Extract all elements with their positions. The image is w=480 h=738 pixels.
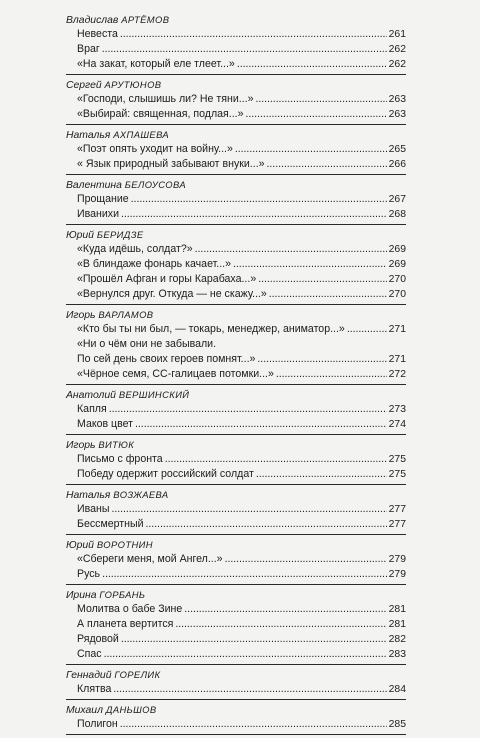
entry-title: Русь <box>77 568 101 580</box>
page-number: 261 <box>388 29 406 40</box>
page-number: 267 <box>388 194 406 205</box>
dot-leader <box>121 207 387 222</box>
toc-entry[interactable] <box>77 617 406 632</box>
author-name <box>66 538 406 552</box>
page-number: 274 <box>388 419 406 430</box>
entry-title: «На закат, который еле тлеет...» <box>77 58 235 70</box>
page-number: 263 <box>388 94 406 105</box>
author-name <box>66 13 406 27</box>
entry-title: «Куда идёшь, солдат?» <box>77 243 193 255</box>
author-first-name: Наталья <box>66 130 111 141</box>
dot-leader <box>276 367 387 382</box>
toc-entry[interactable] <box>77 192 406 207</box>
author-name <box>66 178 406 192</box>
dot-leader <box>120 717 387 732</box>
dot-leader <box>256 467 387 482</box>
page-number: 262 <box>388 44 406 55</box>
author-surname: ДАНЬШОВ <box>105 704 157 715</box>
entry-title: Бессмертный <box>77 518 144 530</box>
entry-title: А планета вертится <box>77 618 174 630</box>
toc-entry[interactable] <box>77 517 406 532</box>
author-section <box>66 538 406 585</box>
page-number: 266 <box>388 159 406 170</box>
dot-leader <box>233 257 387 272</box>
dot-leader <box>246 107 387 122</box>
author-first-name: Игорь <box>66 310 96 321</box>
entry-title: « Язык природный забывают внуки...» <box>77 158 265 170</box>
entry-title: Письмо с фронта <box>77 453 163 465</box>
author-first-name: Владислав <box>66 15 119 26</box>
entry-title: Прощание <box>77 193 129 205</box>
entry-title: «Кто бы ты ни был, — токарь, менеджер, аниматор...» <box>77 323 345 335</box>
dot-leader <box>135 417 387 432</box>
page-number: 271 <box>388 324 406 335</box>
page-number: 282 <box>388 634 406 645</box>
dot-leader <box>175 617 386 632</box>
dot-leader <box>195 242 387 257</box>
toc-entry[interactable] <box>77 417 406 432</box>
author-section <box>66 13 406 75</box>
dot-leader <box>258 272 386 287</box>
author-surname: ВОРОТНИН <box>96 539 153 550</box>
author-section <box>66 703 406 735</box>
author-name <box>66 588 406 602</box>
page-number: 284 <box>388 684 406 695</box>
page-number: 277 <box>388 504 406 515</box>
entry-title: Победу одержит российский солдат <box>77 468 254 480</box>
author-name <box>66 668 406 682</box>
toc-entry[interactable] <box>77 287 406 302</box>
author-name <box>66 488 406 502</box>
toc-entry[interactable] <box>77 92 406 107</box>
dot-leader <box>109 402 387 417</box>
author-first-name: Юрий <box>66 230 94 241</box>
dot-leader <box>184 602 386 617</box>
toc-entry[interactable] <box>77 552 406 567</box>
page-number: 279 <box>388 554 406 565</box>
dot-leader <box>120 27 387 42</box>
author-surname: АХПАШЕВА <box>113 129 170 140</box>
toc-entry[interactable] <box>77 567 406 582</box>
toc-entry[interactable] <box>77 142 406 157</box>
toc-entry[interactable] <box>77 207 406 222</box>
entry-title: Иваны <box>77 503 110 515</box>
page-number: 281 <box>388 619 406 630</box>
author-name <box>66 228 406 242</box>
toc-entry[interactable] <box>77 452 406 467</box>
author-section <box>66 308 406 385</box>
dot-leader <box>255 92 386 107</box>
entry-title: Иванихи <box>77 208 119 220</box>
page-number: 271 <box>388 354 406 365</box>
page-number: 270 <box>388 289 406 300</box>
dot-leader <box>165 452 387 467</box>
author-name <box>66 308 406 322</box>
dot-leader <box>237 57 387 72</box>
author-surname: ВОЗЖАЕВА <box>113 489 169 500</box>
toc-entry[interactable] <box>77 682 406 697</box>
page-number: 283 <box>388 649 406 660</box>
toc-entry[interactable] <box>77 467 406 482</box>
entry-title: «Ни о чём они не забывали. <box>77 338 217 350</box>
toc-entry[interactable] <box>77 107 406 122</box>
entry-title: «Господи, слышишь ли? Не тяни...» <box>77 93 254 105</box>
toc-entry[interactable] <box>77 402 406 417</box>
entry-title: Капля <box>77 403 107 415</box>
toc-entry[interactable] <box>77 502 406 517</box>
page-number: 262 <box>388 59 406 70</box>
author-surname: ВИТЮК <box>98 439 135 450</box>
toc-entry[interactable] <box>77 717 406 732</box>
table-of-contents <box>66 13 406 738</box>
author-surname: АРУТЮНОВ <box>104 79 162 90</box>
toc-entry[interactable] <box>77 57 406 72</box>
page-number: 275 <box>388 469 406 480</box>
entry-title: «Прошёл Афган и горы Карабаха...» <box>77 273 257 285</box>
entry-title: «Поэт опять уходит на войну...» <box>77 143 233 155</box>
toc-entry[interactable] <box>77 632 406 647</box>
entry-title: Спас <box>77 648 102 660</box>
author-first-name: Юрий <box>66 540 94 551</box>
page-number: 272 <box>388 369 406 380</box>
toc-entry[interactable] <box>77 27 406 42</box>
entry-title: Клятва <box>77 683 112 695</box>
author-first-name: Сергей <box>66 80 102 91</box>
entry-title: «В блиндаже фонарь качает...» <box>77 258 232 270</box>
entry-title: Полигон <box>77 718 118 730</box>
toc-entry[interactable] <box>77 602 406 617</box>
author-surname: БЕЛОУСОВА <box>124 179 186 190</box>
toc-entry[interactable] <box>77 42 406 57</box>
page-number: 279 <box>388 569 406 580</box>
author-first-name: Наталья <box>66 490 111 501</box>
toc-entry[interactable] <box>77 257 406 272</box>
entry-title: «Чёрное семя, СС-галицаев потомки...» <box>77 368 274 380</box>
author-first-name: Анатолий <box>66 390 116 401</box>
author-name <box>66 78 406 92</box>
toc-entry[interactable] <box>77 337 406 352</box>
author-section <box>66 228 406 305</box>
author-first-name: Валентина <box>66 180 122 191</box>
dot-leader <box>113 682 386 697</box>
author-section <box>66 588 406 665</box>
page-number: 263 <box>388 109 406 120</box>
author-first-name: Игорь <box>66 440 96 451</box>
author-surname: БЕРИДЗЕ <box>96 229 144 240</box>
entry-title: «Сбереги меня, мой Ангел...» <box>77 553 223 565</box>
dot-leader <box>131 192 387 207</box>
author-section <box>66 78 406 125</box>
dot-leader <box>225 552 387 567</box>
author-section <box>66 488 406 535</box>
toc-entry[interactable] <box>77 272 406 287</box>
author-name <box>66 388 406 402</box>
author-name <box>66 703 406 717</box>
author-surname: ГОРБАНЬ <box>99 589 146 600</box>
entry-title: Молитва о бабе Зине <box>77 603 183 615</box>
page-number: 281 <box>388 604 406 615</box>
toc-entry[interactable] <box>77 352 406 367</box>
page-number: 285 <box>388 719 406 730</box>
author-section <box>66 438 406 485</box>
author-name <box>66 128 406 142</box>
toc-entry[interactable] <box>77 157 406 172</box>
author-surname: ВЕРШИНСКИЙ <box>118 389 190 400</box>
dot-leader <box>102 42 387 57</box>
author-name <box>66 438 406 452</box>
dot-leader <box>146 517 387 532</box>
dot-leader <box>111 502 386 517</box>
entry-title: Маков цвет <box>77 418 134 430</box>
author-section <box>66 178 406 225</box>
toc-entry[interactable] <box>77 242 406 257</box>
entry-title: Враг <box>77 43 100 55</box>
page-number: 270 <box>388 274 406 285</box>
dot-leader <box>121 632 387 647</box>
entry-title: «Выбирай: священная, подлая...» <box>77 108 244 120</box>
entry-title: Невеста <box>77 28 118 40</box>
toc-entry[interactable] <box>77 322 406 337</box>
entry-title: Рядовой <box>77 633 119 645</box>
toc-entry[interactable] <box>77 367 406 382</box>
dot-leader <box>347 322 387 337</box>
page-number: 268 <box>388 209 406 220</box>
author-first-name: Ирина <box>66 590 97 601</box>
page-number: 273 <box>388 404 406 415</box>
page-number: 269 <box>388 259 406 270</box>
dot-leader <box>104 647 387 662</box>
author-surname: АРТЁМОВ <box>121 14 170 25</box>
dot-leader <box>102 567 387 582</box>
entry-title: «Вернулся друг. Откуда — не скажу...» <box>77 288 267 300</box>
dot-leader <box>269 287 387 302</box>
dot-leader <box>267 157 387 172</box>
page-number: 265 <box>388 144 406 155</box>
author-section <box>66 668 406 700</box>
dot-leader <box>235 142 387 157</box>
toc-entry[interactable] <box>77 647 406 662</box>
dot-leader <box>257 352 386 367</box>
author-first-name: Геннадий <box>66 670 112 681</box>
author-surname: ВАРЛАМОВ <box>98 309 154 320</box>
author-section <box>66 388 406 435</box>
page-number: 275 <box>388 454 406 465</box>
author-surname: ГОРЕЛИК <box>114 669 161 680</box>
entry-title: По сей день своих героев помнят...» <box>77 353 256 365</box>
page-number: 269 <box>388 244 406 255</box>
author-first-name: Михаил <box>66 705 103 716</box>
page-number: 277 <box>388 519 406 530</box>
author-section <box>66 128 406 175</box>
